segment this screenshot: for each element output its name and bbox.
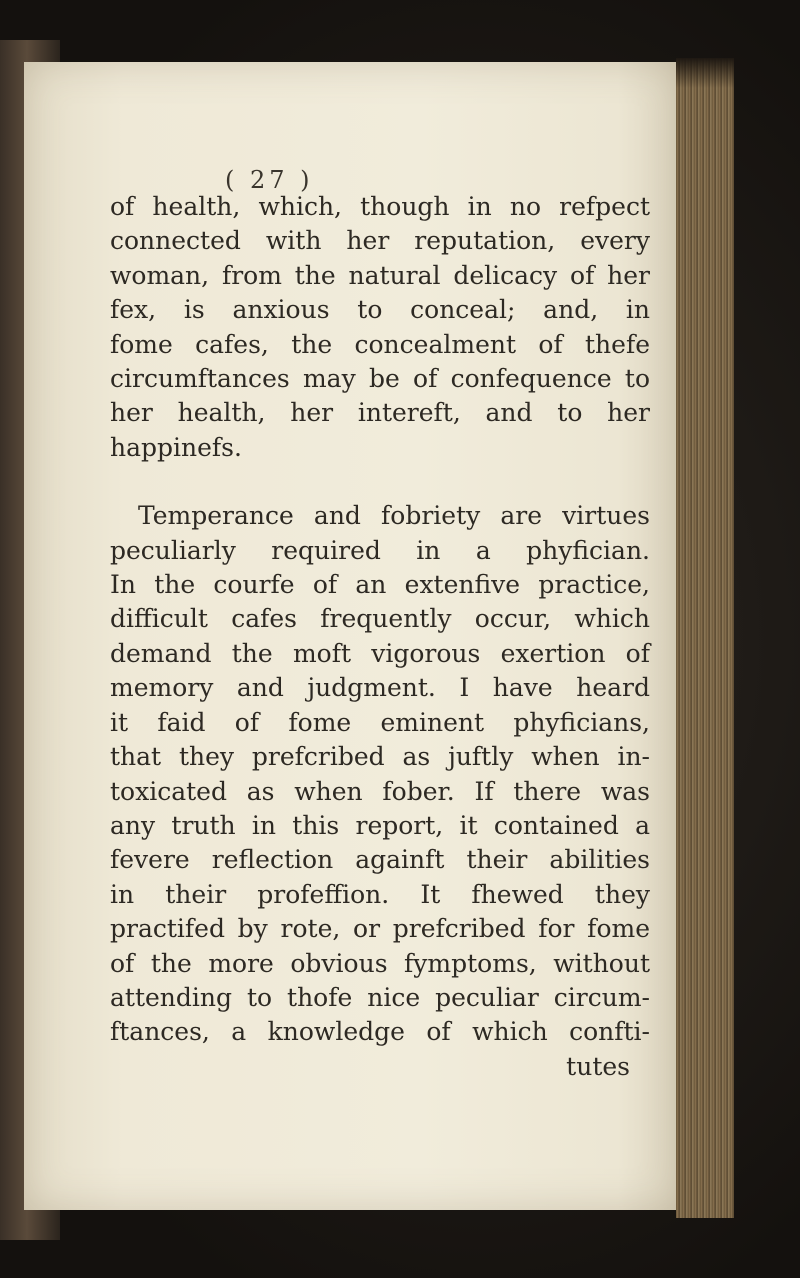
text-line: fex, is anxious to conceal; and, in bbox=[110, 295, 650, 325]
text-line: in their profeffion. It fhewed they bbox=[110, 879, 650, 909]
text-line: her health, her intereft, and to her bbox=[110, 398, 650, 428]
text-line: woman, from the natural delicacy of her bbox=[110, 260, 650, 290]
catchword: tutes bbox=[566, 1051, 630, 1081]
text-line: demand the moft vigorous exertion of bbox=[110, 638, 650, 668]
page-edges bbox=[676, 58, 734, 1218]
page-text bbox=[110, 170, 650, 1084]
text-line: it faid of fome eminent phyficians, bbox=[110, 707, 650, 737]
text-line: In the courfe of an extenfive practice, bbox=[110, 570, 650, 600]
text-line: toxicated as when fober. If there was bbox=[110, 776, 650, 806]
text-line: fome cafes, the concealment of thefe bbox=[110, 329, 650, 359]
paragraph-gap bbox=[110, 465, 650, 499]
text-line: fevere reflection againft their abilities bbox=[110, 845, 650, 875]
text-line: difficult cafes frequently occur, which bbox=[110, 604, 650, 634]
text-line: memory and judgment. I have heard bbox=[110, 673, 650, 703]
text-line: ftances, a knowledge of which confti- bbox=[110, 1017, 650, 1047]
paragraph-2 bbox=[110, 499, 650, 1050]
text-line: circumftances may be of confequence to bbox=[110, 364, 650, 394]
text-line: of health, which, though in no refpect bbox=[110, 192, 650, 221]
text-line: connected with her reputation, every bbox=[110, 226, 650, 256]
text-line: that they prefcribed as juftly when in- bbox=[110, 742, 650, 772]
page-number: ( 27 ) bbox=[225, 166, 314, 194]
paragraph-1 bbox=[110, 170, 650, 465]
text-line: of the more obvious fymptoms, without bbox=[110, 948, 650, 978]
text-line: happinefs. bbox=[110, 432, 242, 462]
page-edges-shadow bbox=[676, 58, 734, 88]
text-line: practifed by rote, or prefcribed for fome bbox=[110, 914, 650, 944]
text-line: attending to thofe nice peculiar circum- bbox=[110, 982, 650, 1012]
text-line: peculiarly required in a phyfician. bbox=[110, 535, 650, 565]
text-line: any truth in this report, it contained a bbox=[110, 810, 650, 840]
text-line: Temperance and fobriety are virtues bbox=[138, 501, 650, 531]
